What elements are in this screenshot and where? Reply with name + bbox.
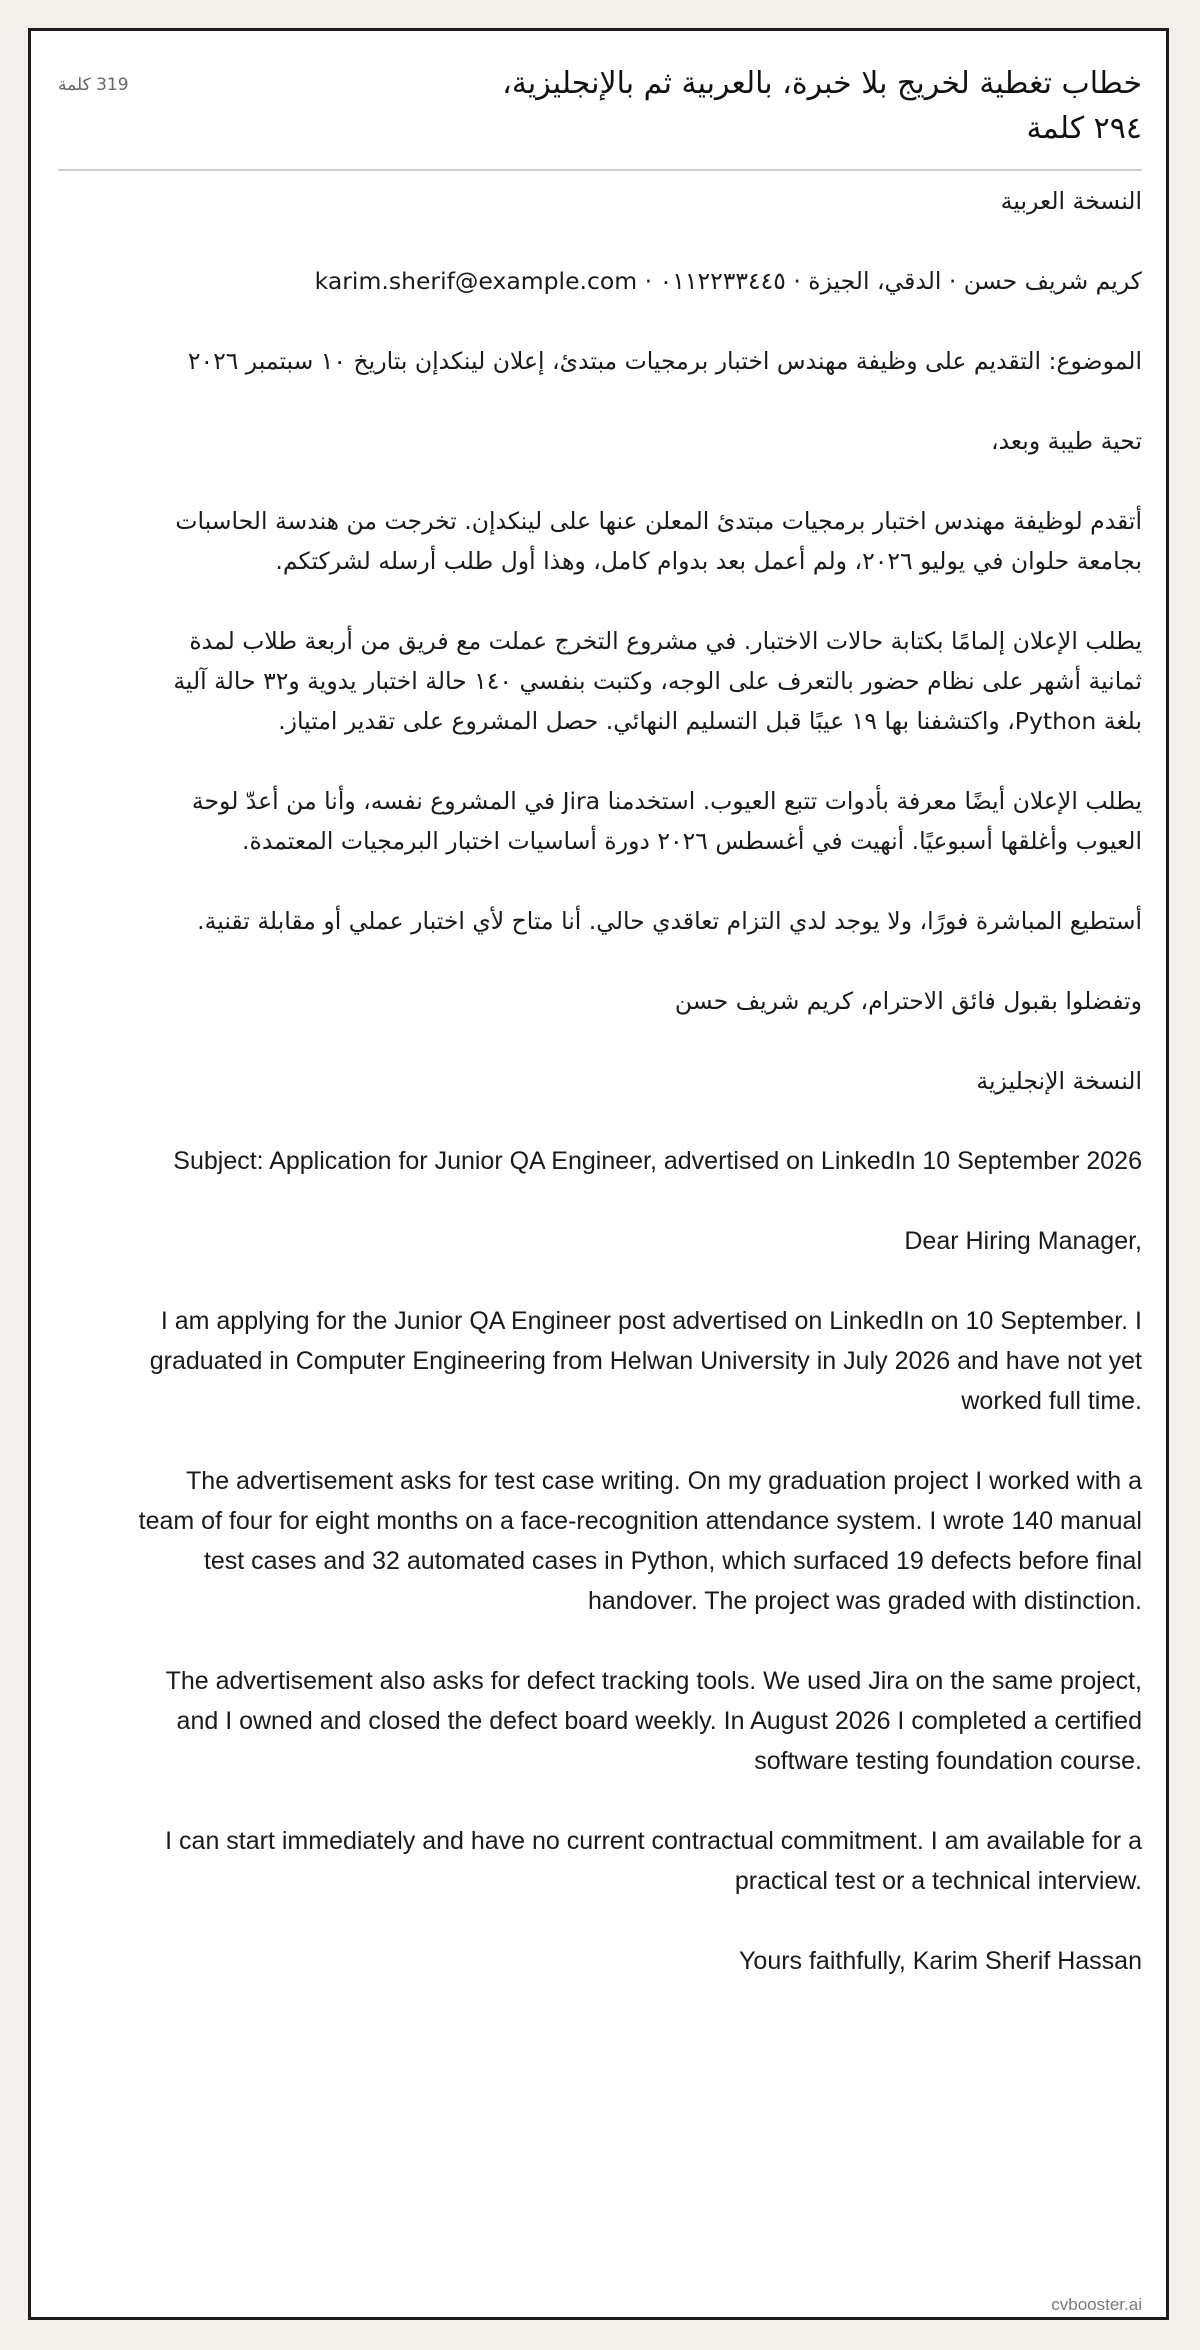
closing-arabic: وتفضلوا بقبول فائق الاحترام، كريم شريف حسن <box>674 987 1142 1015</box>
greeting-arabic: تحية طيبة وبعد، <box>991 427 1142 455</box>
paragraph-english-testing: The advertisement asks for test case writing. On my graduation project I worked with a team of four for eight months on a face-recognition attendance system. I wrote 140 manual test cases and 32 automated cases in Python, which surfaced 19 defects before final handover. The project was graded with distinction. <box>138 1467 1142 1615</box>
paragraph-english-intro: I am applying for the Junior QA Engineer post advertised on LinkedIn on 10 September. I graduated in Computer Engineering from Helwan University in July 2026 and have not yet worked full time. <box>149 1307 1142 1415</box>
closing-english: Yours faithfully, Karim Sherif Hassan <box>739 1947 1142 1975</box>
greeting-english: Dear Hiring Manager, <box>904 1227 1142 1255</box>
word-count-badge: 319 كلمة <box>58 75 129 95</box>
paragraph-arabic-intro: أتقدم لوظيفة مهندس اختبار برمجيات مبتدئ المعلن عنها على لينكدإن. تخرجت من هندسة الحاسبات بجامعة حلوان في يوليو ٢٠٢٦، ولم أعمل بعد بدوام كامل، وهذا أول طلب أرسله لشركتكم. <box>175 507 1142 575</box>
brand-footer: cvbooster.ai <box>1051 2295 1142 2314</box>
letter-sheet <box>28 28 1169 2320</box>
paragraph-english-tools: The advertisement also asks for defect tracking tools. We used Jira on the same project, and I owned and closed the defect board weekly. In August 2026 I completed a certified software testing foundation course. <box>165 1667 1142 1775</box>
subject-line-english: Subject: Application for Junior QA Engineer, advertised on LinkedIn 10 September 2026 <box>173 1147 1142 1175</box>
section-heading-english: النسخة الإنجليزية <box>976 1067 1142 1095</box>
page-title: خطاب تغطية لخريج بلا خبرة، بالعربية ثم بالإنجليزية، ٢٩٤ كلمة <box>502 66 1142 146</box>
paragraph-english-availability: I can start immediately and have no current contractual commitment. I am available for a practical test or a technical interview. <box>165 1827 1142 1895</box>
letter-body <box>131 181 1142 2021</box>
letter-header <box>58 57 1142 171</box>
contact-line: كريم شريف حسن · الدقي، الجيزة · ٠١١٢٢٣٣٤٤٥ · karim.sherif@example.com <box>314 267 1142 295</box>
section-heading-arabic: النسخة العربية <box>1000 187 1142 215</box>
paragraph-arabic-testing: يطلب الإعلان إلمامًا بكتابة حالات الاختبار. في مشروع التخرج عملت مع فريق من أربعة طلاب لمدة ثمانية أشهر على نظام حضور بالتعرف على الوجه، وكتبت بنفسي ١٤٠ حالة اختبار يدوية و٣٢ حالة آلية بلغة Python، واكتشفنا بها ١٩ عيبًا قبل التسليم النهائي. حصل المشروع على تقدير امتياز. <box>173 627 1142 735</box>
paragraph-arabic-tools: يطلب الإعلان أيضًا معرفة بأدوات تتبع العيوب. استخدمنا Jira في المشروع نفسه، وأنا من أعدّ لوحة العيوب وأغلقها أسبوعيًا. أنهيت في أغسطس ٢٠٢٦ دورة أساسيات اختبار البرمجيات المعتمدة. <box>191 787 1142 855</box>
paragraph-arabic-availability: أستطيع المباشرة فورًا، ولا يوجد لدي التزام تعاقدي حالي. أنا متاح لأي اختبار عملي أو مقابلة تقنية. <box>197 907 1142 935</box>
subject-line-arabic: الموضوع: التقديم على وظيفة مهندس اختبار برمجيات مبتدئ، إعلان لينكدإن بتاريخ ١٠ سبتمبر ٢٠٢٦ <box>187 347 1142 375</box>
